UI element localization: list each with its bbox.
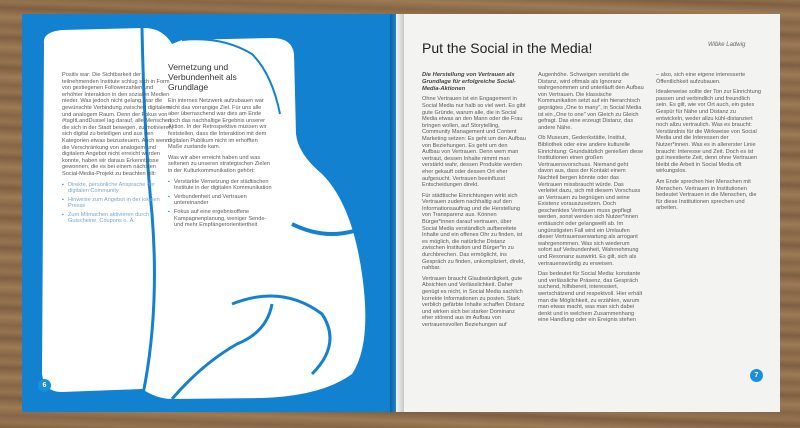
right-column-1 <box>422 72 526 333</box>
list-item: ▪ Direkte, persönliche Ansprache der digitalen Community <box>62 182 174 195</box>
article-paragraph: Das bedeutet für Social Media: konstante und verlässliche Präsenz, das Gespräch suchend, hilfsbereit, interessiert, wertschätzend und respektvoll. Hier erhält man die Möglichkeit, zu erzählen, warum man etwas macht, was man sich dabei denkt und in welchem Zusammenhang eine Handlung oder ein Ereignis stehen <box>538 271 643 324</box>
article-paragraph: Vertrauen braucht Glaubwürdigkeit, gute Absichten und Verlässlichkeit. Daher genügt es nicht, in Social Media sachlich korrekte Informationen zu posten. Stark verblich gefärbte Inhalte schaffen Distanz und wirken sich bei starker Dominanz eher störend aus im Aufbau von vertrauensvollen Beziehungen auf <box>422 275 525 328</box>
intro-bullet-list <box>62 182 174 226</box>
article-title: Put the Social in the Media! <box>422 40 593 56</box>
author-name: Wibke Ladwig <box>708 42 746 48</box>
article-lead: Die Herstellung von Vertrauen als Grundlage für erfolgreiche Social-Media-Aktionen <box>422 72 516 92</box>
left-intro-column <box>62 72 174 227</box>
list-item: ▪ Verstärkte Vernetzung der städtischen Institute in der digitalen Kommunikation <box>168 179 272 192</box>
article-paragraph: Ob Museum, Gedenkstätte, Institut, Bibliothek oder eine andere kulturelle Einrichtung: Grundsätzlich genießen diese Institutionen einen großen Vertrauensvorschuss. Niemand geht davon aus, dass der Kontakt einem Nachteil bergen könnte oder das Vertrauen missbraucht würde. Das verleitet dazu, sich mit diesem Vorschuss an Vertrauen zu begnügen und seine Existenz vorauszusetzen. Doch geschenktes Vertrauen muss gepflegt werden, sonst werden sich Nutzer*innen enttäuscht oder gelangweilt ab. Im ungünstigsten Fall wird ein Umlaufen dieser Vertrauenserwartung als arrogant wahrgenommen. Was sich wiederum sofort auf Verbundenheit, Wahrnehmung und Resonanz auswirkt. Es gilt, sich als vertrauenswürdig zu erweisen. <box>538 135 644 267</box>
list-item: ▪ Hinweise zum Angebot in der lokalen Presse <box>62 197 174 210</box>
right-page <box>396 14 780 412</box>
intro-paragraph: Positiv war: Die Sichtbarkeit der teilnehmenden Institute schlug sich in Form von gestiegenen Followerzahlen und erhöhter Interaktion in den sozialen Medien nieder. Was jedoch nicht gelang, war die gewünschte Verbindung zwischen digitalem und analogem Raum. Denn der Fokus von #tagItLandDussel lag darauf, alle Menschen, die sich in der Stadt bewegen, zu motivieren, sich digital zu beteiligen und aus den Kategorien etwas beizusteuern. Auch wenn die Verschränkung von analogem und digitalem Angebot nicht erreicht werden konnte, haben wir daraus Erkenntnisse gewonnen, die es bei einem nächsten Social-Media-Projekt zu beachten gilt: <box>62 72 174 177</box>
article-paragraph: Idealerweise sollte der Ton zur Einrichtung passen und verbindlich und freundlich sein. Es gilt, wie vor Ort auch, ein gutes Gespür für Nähe und Distanz zu entwickeln, weder allzu kühl-distanziert noch allzu vertraulich. Was es braucht: Verständnis für die Wirkweise von Social Media und die Interessen der Nutzer*innen. Was es in allererster Linie braucht: Interesse und Zeit. Doch es ist gut investierte Zeit, denn ohne Vertrauen bleibt die Arbeit in Social Media oft wirkungslos. <box>656 89 761 175</box>
article-paragraph: Ohne Vertrauen ist ein Engagement in Social Media nur halb so viel wert. Es gibt gute Gründe, warum alle, die in Social Media etwas an den Mann oder die Frau bringen wollen, auf Storytelling, Community Management und Content Marketing setzen: Es geht um den Aufbau von Beziehungen. Es geht um den Aufbau von Vertrauen. Denn wem man vertraut, dessen Inhalte nimmt man verstärkt wahr, dessen Produkte werden eher gekauft oder dessen Ort eher aufgesucht. Vertrauen beeinflusst Entscheidungen direkt. <box>422 96 526 189</box>
article-paragraph: – also, sich eine eigene interesserte Öffentlichkeit aufzubauen. <box>656 72 746 85</box>
section-heading: Vernetzung und Verbundenheit als Grundlage <box>168 62 237 92</box>
section-paragraph: Was wir aber erreicht haben und was seltenen zu unseren strategischen Zielen in der Kulturkommunikation gehört: <box>168 154 270 174</box>
page-number-left: 6 <box>38 379 51 392</box>
right-column-2 <box>538 72 644 328</box>
section-paragraph: Ein internes Netzwerk aufzubauen war nicht das vorrangige Ziel. Für uns alle aber überraschend war dies am Ende doch das nachhaltige Ergebnis unserer Aktion. In der Retrospektive müssen wir feststellen, dass die Interaktion mit dem digitalen Publikum nicht im erhofften Maße zustande kam. <box>168 98 267 151</box>
article-paragraph: Am Ende sprechen hier Menschen mit Menschen. Vertrauen in Institutionen bedeutet Vertrauen in die Menschen, die für diese Institutionen sprechen und arbeiten. <box>656 178 757 212</box>
article-paragraph: Für städtische Einrichtungen wirkt sich Vertrauen zudem nachhaltig auf den Informationsauftrag und die Herstellung von Transparenz aus. Können Bürger*innen darauf vertrauen, über Social Media verständlich aufbereitete Inhalte und ein offenes Ohr zu finden, ist es möglich, die natürliche Distanz zwischen Institution und Bürger*in zu durchbrechen. Das ermöglicht, ins Gespräch zu finden, unkompliziert, direkt, nahbar. <box>422 192 525 272</box>
booklet-spine <box>390 14 404 412</box>
left-section-column <box>168 62 272 231</box>
list-item: ▪ Fokus auf eine ergebnisoffene Kampagnenplanung, weniger Sende- und mehr Empfängerorientiertheit <box>168 209 272 229</box>
article-paragraph: Augenhöhe. Schweigen verstärkt die Distanz, wird oftmals als Ignoranz wahrgenommen und unterläuft den Aufbau von Vertrauen. Die klassische Kommunikation setzt auf ein hierarchisch geprägtes „One to many", in Social Media ist ein „One to one" von Gleich zu Gleich gefragt. Das eine erzeugt Distanz, das andere Nähe. <box>538 72 644 131</box>
section-bullet-list <box>168 179 272 229</box>
page-number-right: 7 <box>750 369 763 382</box>
left-page <box>22 14 396 412</box>
open-booklet <box>22 14 780 412</box>
list-item: ▪ Verbundenheit und Vertrauen untereinander <box>168 194 272 207</box>
right-column-3 <box>656 72 762 216</box>
list-item: ▪ Zum Mitmachen aktivieren durch Gutscheine, Coupons o. Ä. <box>62 212 174 225</box>
